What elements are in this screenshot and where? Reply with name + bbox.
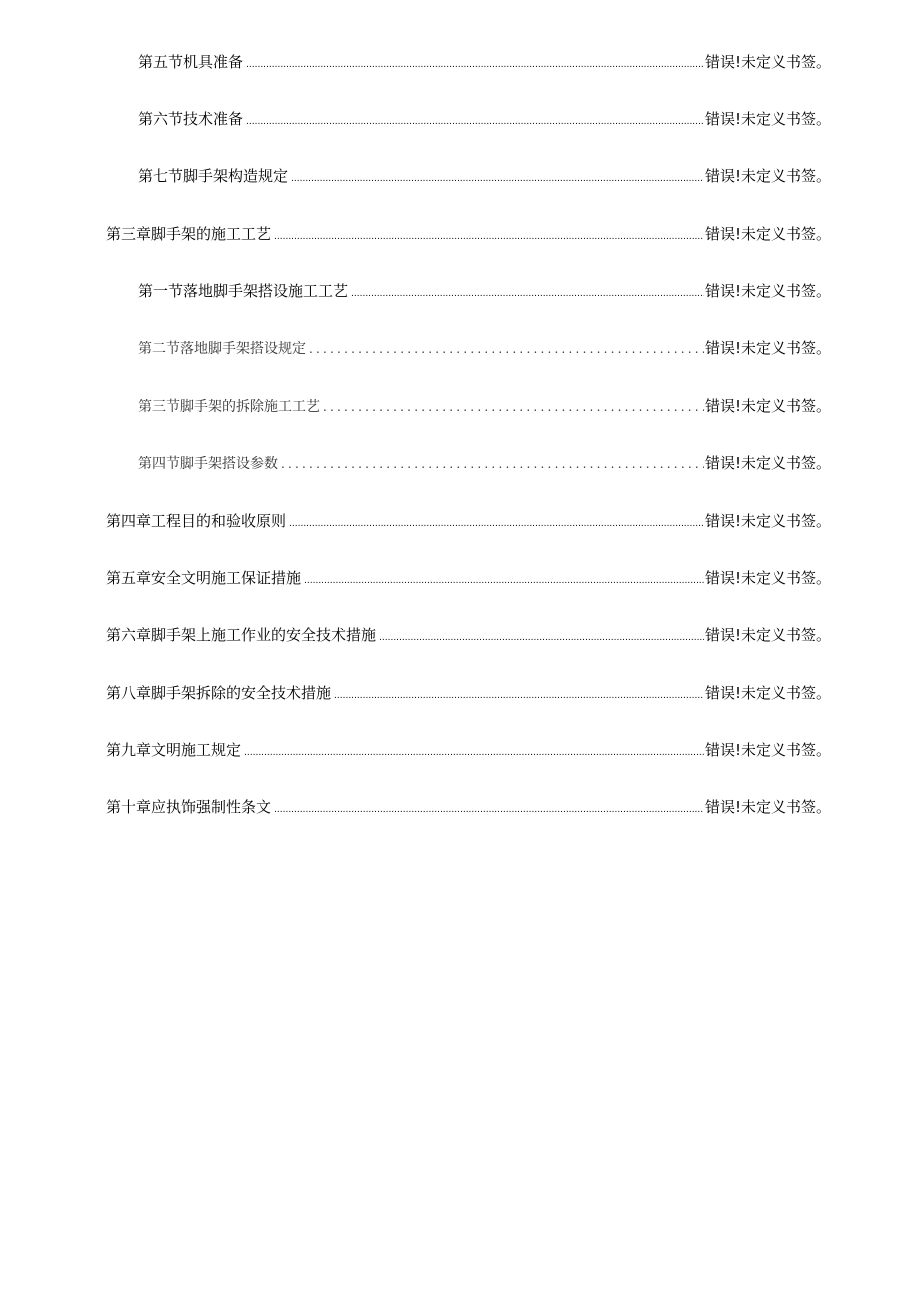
toc-dot-leader	[274, 798, 704, 822]
toc-entry-page: 错误!未定义书签。	[704, 684, 831, 702]
toc-entry-page: 错误!未定义书签。	[704, 282, 831, 300]
toc-entry-page: 错误!未定义书签。	[704, 798, 831, 816]
toc-entry-page: 错误!未定义书签。	[704, 167, 831, 185]
toc-entry-title: 第三章脚手架的施工工艺	[106, 225, 272, 243]
toc-entry-title: 第一节落地脚手架搭设施工工艺	[138, 282, 349, 300]
toc-dot-leader	[289, 512, 704, 536]
toc-dot-leader	[351, 282, 704, 306]
toc-entry-page: 错误!未定义书签。	[704, 225, 831, 243]
toc-entry-title: 第四章工程目的和验收原则	[106, 512, 287, 530]
toc-entry-title: 第九章文明施工规定	[106, 741, 242, 759]
toc-entry-title: 第五章安全文明施工保证措施	[106, 569, 302, 587]
toc-entry[interactable]	[138, 164, 831, 188]
toc-entry-page: 错误!未定义书签。	[704, 110, 831, 128]
toc-entry-page: 错误!未定义书签。	[704, 626, 831, 644]
toc-entry-title: 第八章脚手架拆除的安全技术措施	[106, 684, 332, 702]
toc-entry-page: 错误!未定义书签。	[704, 53, 831, 71]
toc-entry-page: 错误!未定义书签。	[704, 741, 831, 759]
toc-dot-leader	[323, 395, 704, 419]
toc-entry-page: 错误!未定义书签。	[704, 339, 831, 357]
toc-entry[interactable]	[138, 107, 831, 131]
toc-entry[interactable]	[106, 681, 831, 705]
toc-entry-title: 第六章脚手架上施工作业的安全技术措施	[106, 626, 377, 644]
toc-dot-leader	[291, 167, 704, 191]
toc-entry-page: 错误!未定义书签。	[704, 454, 831, 472]
toc-entry-title: 第三节脚手架的拆除施工工艺	[138, 399, 320, 415]
toc-entry[interactable]	[138, 279, 831, 303]
toc-entry[interactable]	[138, 336, 831, 360]
toc-dot-leader	[281, 452, 704, 476]
toc-dot-leader	[274, 225, 704, 249]
toc-entry-title: 第六节技术准备	[138, 110, 244, 128]
toc-dot-leader	[246, 110, 704, 134]
toc-dot-leader	[304, 569, 704, 593]
toc-entry-title: 第七节脚手架构造规定	[138, 167, 289, 185]
toc-entry[interactable]	[138, 394, 831, 418]
toc-entry-page: 错误!未定义书签。	[704, 569, 831, 587]
toc-entry[interactable]	[138, 451, 831, 475]
toc-entry[interactable]	[106, 623, 831, 647]
toc-dot-leader	[379, 626, 704, 650]
toc-entry[interactable]	[106, 566, 831, 590]
toc-entry-title: 第十章应执饰强制性条文	[106, 798, 272, 816]
toc-dot-leader	[246, 53, 704, 77]
toc-entry-title: 第二节落地脚手架搭设规定	[138, 341, 306, 357]
toc-dot-leader	[334, 684, 704, 708]
toc-entry-title: 第五节机具准备	[138, 53, 244, 71]
toc-entry[interactable]	[106, 738, 831, 762]
toc-entry[interactable]	[106, 795, 831, 819]
toc-entry[interactable]	[138, 50, 831, 74]
toc-entry[interactable]	[106, 509, 831, 533]
toc-dot-leader	[244, 741, 704, 765]
toc-entry-page: 错误!未定义书签。	[704, 397, 831, 415]
toc-entry-page: 错误!未定义书签。	[704, 512, 831, 530]
toc-entry-title: 第四节脚手架搭设参数	[138, 456, 278, 472]
toc-entry[interactable]	[106, 222, 831, 246]
toc-dot-leader	[309, 337, 704, 361]
